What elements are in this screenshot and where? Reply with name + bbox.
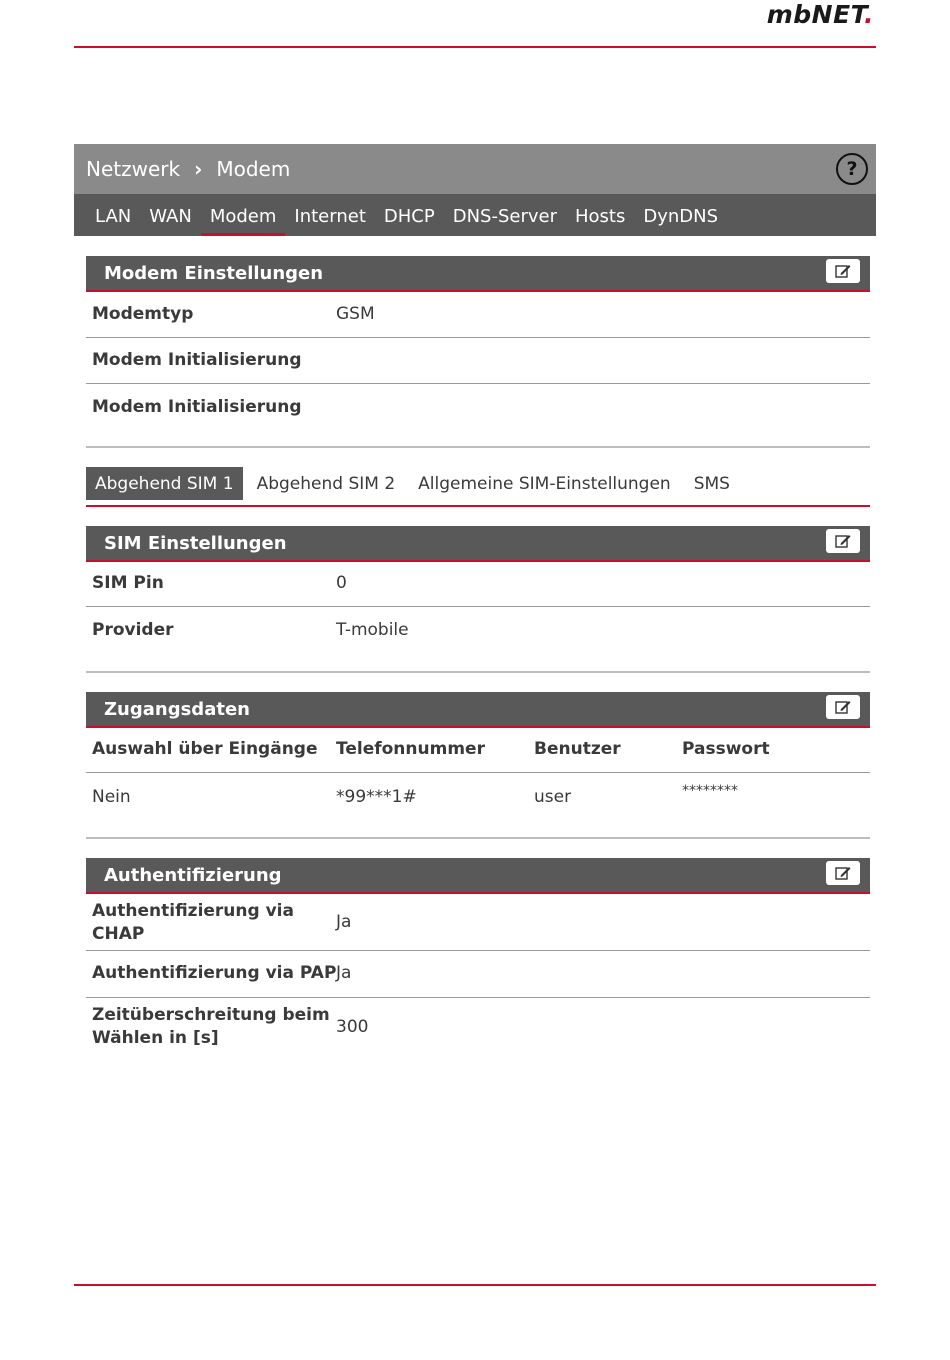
row-modem-init-2 bbox=[86, 384, 870, 432]
authentication-header bbox=[86, 858, 870, 894]
section-title: Zugangsdaten bbox=[104, 699, 250, 720]
row-label bbox=[92, 900, 294, 946]
row-label-line2: Wählen in [s] bbox=[92, 1028, 219, 1048]
row-auth-pap bbox=[86, 951, 870, 998]
tab-dhcp[interactable]: DHCP bbox=[383, 206, 435, 227]
tab-allgemeine-sim-einstellungen[interactable]: Allgemeine SIM-Einstellungen bbox=[418, 474, 671, 494]
row-label: Provider bbox=[92, 620, 174, 640]
edit-icon bbox=[835, 866, 851, 880]
breadcrumb-modem: Modem bbox=[216, 157, 291, 181]
tab-sms[interactable]: SMS bbox=[693, 474, 730, 494]
row-provider bbox=[86, 607, 870, 655]
tab-dyndns[interactable]: DynDNS bbox=[643, 206, 719, 227]
edit-access-data-button[interactable] bbox=[826, 695, 860, 719]
row-label-line1: Zeitüberschreitung beim bbox=[92, 1005, 330, 1025]
edit-icon bbox=[835, 700, 851, 714]
edit-icon bbox=[835, 264, 851, 278]
logo-text: mbNET bbox=[766, 0, 864, 29]
edit-authentication-button[interactable] bbox=[826, 861, 860, 885]
breadcrumb bbox=[74, 144, 876, 194]
edit-icon bbox=[835, 534, 851, 548]
column-header: Auswahl über Eingänge bbox=[92, 739, 318, 759]
row-value: Ja bbox=[336, 963, 352, 983]
column-header: Benutzer bbox=[534, 739, 621, 759]
access-data-header bbox=[86, 692, 870, 728]
access-data-header-row bbox=[86, 728, 870, 773]
tab-dns-server[interactable]: DNS-Server bbox=[452, 206, 557, 227]
sim-settings-header bbox=[86, 526, 870, 562]
cell-auswahl: Nein bbox=[92, 787, 131, 807]
row-sim-pin bbox=[86, 562, 870, 607]
row-value: 300 bbox=[336, 1017, 369, 1037]
table-row bbox=[86, 773, 870, 821]
row-label: Modem Initialisierung bbox=[92, 397, 302, 417]
row-label bbox=[92, 1004, 330, 1050]
row-modem-init-1 bbox=[86, 338, 870, 384]
row-timeout bbox=[86, 998, 870, 1056]
row-label: Authentifizierung via PAP bbox=[92, 963, 337, 983]
cell-passwort: ******** bbox=[682, 783, 738, 799]
section-divider bbox=[86, 671, 870, 673]
row-label-line1: Authentifizierung via bbox=[92, 901, 294, 921]
tab-abgehend-sim-1[interactable]: Abgehend SIM 1 bbox=[86, 467, 243, 500]
cell-telefonnummer: *99***1# bbox=[336, 787, 417, 807]
help-icon[interactable]: ? bbox=[836, 153, 868, 185]
column-header: Telefonnummer bbox=[336, 739, 485, 759]
section-title: Authentifizierung bbox=[104, 865, 282, 886]
header-divider bbox=[74, 46, 876, 48]
row-label: Modemtyp bbox=[92, 304, 194, 324]
footer-divider bbox=[74, 1284, 876, 1286]
section-divider bbox=[86, 837, 870, 839]
row-label: Modem Initialisierung bbox=[92, 350, 302, 370]
edit-sim-settings-button[interactable] bbox=[826, 529, 860, 553]
row-modemtyp bbox=[86, 292, 870, 338]
tab-internet[interactable]: Internet bbox=[294, 206, 366, 227]
modem-settings-header bbox=[86, 256, 870, 292]
row-value: GSM bbox=[336, 304, 375, 324]
mbnet-logo bbox=[767, 0, 874, 29]
network-tabs bbox=[74, 194, 876, 236]
column-header: Passwort bbox=[682, 739, 770, 759]
breadcrumb-netzwerk[interactable]: Netzwerk bbox=[86, 157, 181, 181]
row-value: T-mobile bbox=[336, 620, 409, 640]
logo-dot: . bbox=[864, 0, 874, 29]
tab-abgehend-sim-2[interactable]: Abgehend SIM 2 bbox=[256, 474, 396, 494]
section-title: SIM Einstellungen bbox=[104, 533, 287, 554]
row-label-line2: CHAP bbox=[92, 924, 145, 944]
row-auth-chap bbox=[86, 894, 870, 951]
section-title: Modem Einstellungen bbox=[104, 263, 324, 284]
section-divider bbox=[86, 446, 870, 448]
row-label: SIM Pin bbox=[92, 573, 164, 593]
tab-hosts[interactable]: Hosts bbox=[575, 206, 626, 227]
edit-modem-settings-button[interactable] bbox=[826, 259, 860, 283]
cell-benutzer: user bbox=[534, 787, 572, 807]
sim-tabs bbox=[86, 467, 870, 507]
row-value: 0 bbox=[336, 573, 347, 593]
chevron-right-icon: › bbox=[194, 157, 203, 181]
tab-modem[interactable]: Modem bbox=[201, 194, 286, 236]
tab-wan[interactable]: WAN bbox=[149, 206, 192, 227]
tab-lan[interactable]: LAN bbox=[95, 206, 132, 227]
row-value: Ja bbox=[336, 912, 352, 932]
